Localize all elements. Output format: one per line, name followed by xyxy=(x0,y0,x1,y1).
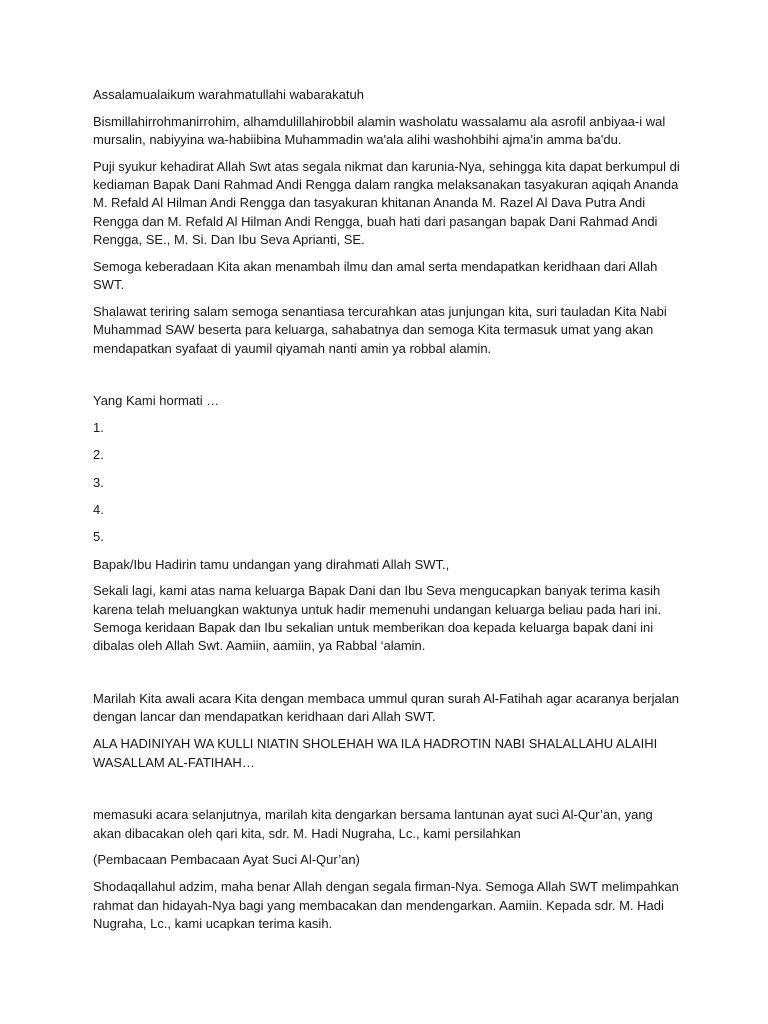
hope-paragraph: Semoga keberadaan Kita akan menambah ilmu dan amal serta mendapatkan keridhaan dari Allah SWT. xyxy=(93,258,658,293)
next-program-paragraph: memasuki acara selanjutnya, marilah kita dengarkan bersama lantunan ayat suci Al-Qur’an, yang akan dibacakan oleh qari kita, sdr. M. Hadi Nugraha, Lc., kami persilahkan xyxy=(93,807,653,841)
honored-list-item-3: 3. xyxy=(93,474,104,490)
shalawat-paragraph: Shalawat teriring salam semoga senantiasa tercurahkan atas junjungan kita, suri tauladan Kita Nabi Muhammad SAW beserta para keluarga, sahabatnya dan semoga Kita termasuk umat yang akan mendapatkan syafaat di yaumil qiyamah nanti amin ya robbal alamin. xyxy=(93,303,667,356)
fatihah-call-paragraph: ALA HADINIYAH WA KULLI NIATIN SHOLEHAH WA ILA HADROTIN NABI SHALALLAHU ALAIHI WASALLAM AL-FATIHAH… xyxy=(93,736,658,770)
gratitude-paragraph: Puji syukur kehadirat Allah Swt atas segala nikmat dan karunia-Nya, sehingga kita dapat berkumpul di kediaman Bapak Dani Rahmad Andi Rengga dalam rangka melaksanakan tasyakuran aqiqah Ananda M. Refald Al Hilman Andi Rengga dan tasyakuran khitanan Ananda M. Razel Al Dava Putra Andi Rengga dan M. Refald Al Hilman Andi Rengga, buah hati dari pasangan bapak Dani Rahmad Andi Rengga, SE., M. Si. Dan Ibu Seva Aprianti, SE. xyxy=(93,158,680,248)
honored-intro: Yang Kami hormati … xyxy=(93,393,220,409)
basmalah-paragraph: Bismillahirrohmanirrohim, alhamdulillahirobbil alamin washolatu wassalamu ala asrofil anbiyaa-i wal mursalin, nabiyyina wa-habiibina Muhammadin wa'ala alihi washohbihi ajma'in amma ba'du. xyxy=(93,113,666,148)
thanks-paragraph: Sekali lagi, kami atas nama keluarga Bapak Dani dan Ibu Seva mengucapkan banyak terima kasih karena telah meluangkan waktunya untuk hadir memenuhi undangan keluarga beliau pada hari ini. Semoga keridaan Bapak dan Ibu sekalian untuk memberikan doa kepada keluarga bapak dani ini dibalas oleh Allah Swt. Aamiin, aamiin, ya Rabbal ‘alamin. xyxy=(93,583,662,654)
document-page xyxy=(93,86,683,942)
guests-paragraph: Bapak/Ibu Hadirin tamu undangan yang dirahmati Allah SWT., xyxy=(93,556,450,572)
honored-list-item-5: 5. xyxy=(93,529,104,545)
honored-list-item-4: 4. xyxy=(93,502,104,518)
blank-line xyxy=(93,664,683,690)
quran-note-paragraph: (Pembacaan Pembacaan Ayat Suci Al-Qur’an) xyxy=(93,852,360,868)
greeting-paragraph: Assalamualaikum warahmatullahi wabarakatuh xyxy=(93,87,364,102)
closing-paragraph: Shodaqallahul adzim, maha benar Allah dengan segala firman-Nya. Semoga Allah SWT melimpahkan rahmat dan hidayah-Nya bagi yang membacakan dan mendengarkan. Aamiin. Kepada sdr. M. Hadi Nugraha, Lc., kami ucapkan terima kasih. xyxy=(93,879,679,931)
fatihah-intro-paragraph: Marilah Kita awali acara Kita dengan membaca ummul quran surah Al-Fatihah agar acaranya berjalan dengan lancar dan mendapatkan keridhaan dari Allah SWT. xyxy=(93,691,680,725)
honored-list-item-2: 2. xyxy=(93,447,104,463)
blank-line xyxy=(93,780,683,806)
blank-line xyxy=(93,366,683,392)
honored-list-item-1: 1. xyxy=(93,420,104,436)
